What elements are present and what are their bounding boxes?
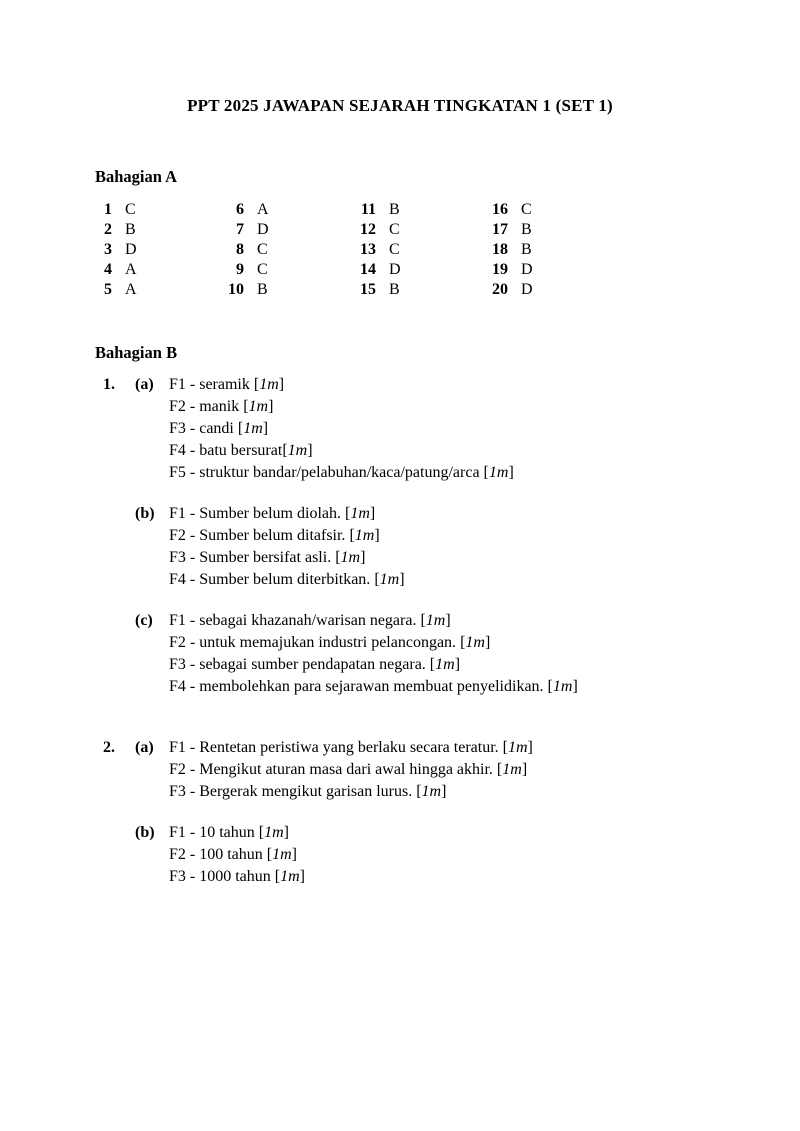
answer-row [214,240,346,260]
mark-value: 1m [488,464,509,481]
mark-value: 1m [259,376,279,393]
question [95,374,750,698]
answer-line: F1 - 10 tahun [1m] [169,824,289,841]
question-part [135,610,750,698]
mark-value: 1m [425,612,446,629]
answer-line: F4 - batu bersurat[1m] [169,442,313,459]
answer-row [82,200,214,220]
answer-letter: C [521,201,532,218]
question [95,737,750,888]
answer-letter: A [125,261,137,278]
question-part [135,822,750,888]
answer-line: F1 - sebagai khazanah/warisan negara. [1m] [169,612,451,629]
answer-line: F1 - Sumber belum diolah. [1m] [169,505,376,522]
page-content [0,116,800,888]
answer-row [346,240,478,260]
section-b-questions [95,362,750,888]
answer-row [346,260,478,280]
answer-letter: C [125,201,136,218]
answer-letter: C [257,261,268,278]
mark-value: 1m [264,824,284,841]
answer-line: F2 - manik [1m] [169,398,274,415]
question-number: 10 [228,281,244,298]
mark-value: 1m [435,656,455,673]
part-label: (b) [135,505,155,522]
answer-line: F5 - struktur bandar/pelabuhan/kaca/patung/arca [1m] [169,464,514,481]
answer-line: F4 - membolehkan para sejarawan membuat penyelidikan. [1m] [169,678,578,695]
answer-line: F3 - Bergerak mengikut garisan lurus. [1m] [169,783,447,800]
mark-value: 1m [507,739,528,756]
answer-row [82,260,214,280]
question-number: 1. [103,376,115,393]
part-label: (c) [135,612,153,629]
mark-value: 1m [248,398,269,415]
answer-letter: C [389,241,400,258]
answer-letter: D [257,221,269,238]
answer-letter: D [125,241,137,258]
question-number: 1 [104,201,112,218]
question-number: 19 [492,261,508,278]
mark-value: 1m [350,505,370,522]
answer-row [346,280,478,300]
question-number: 15 [360,281,376,298]
mark-value: 1m [465,634,485,651]
question-number: 4 [104,261,112,278]
question-parts [135,737,750,888]
question-number: 3 [104,241,112,258]
question-number: 13 [360,241,376,258]
answer-letter: D [389,261,401,278]
answer-row [214,200,346,220]
part-label: (a) [135,739,154,756]
answer-row [82,280,214,300]
question-number: 11 [360,201,376,218]
mark-value: 1m [502,761,522,778]
answer-row [478,260,610,280]
mark-value: 1m [243,420,263,437]
question-number: 17 [492,221,508,238]
answer-letter: B [521,221,532,238]
answer-row [82,240,214,260]
answer-row [478,200,610,220]
question-number: 9 [236,261,244,278]
answer-row [346,220,478,240]
answer-line: F3 - Sumber bersifat asli. [1m] [169,549,366,566]
answer-row [214,260,346,280]
answer-lines [169,737,750,803]
answer-line: F3 - candi [1m] [169,420,269,437]
question-part [135,503,750,591]
title-wrap [0,0,800,116]
section-a-heading: Bahagian A [95,167,178,186]
answer-column [214,200,346,300]
answer-letter: D [521,261,533,278]
mark-value: 1m [552,678,573,695]
question-part [135,737,750,803]
answer-line: F4 - Sumber belum diterbitkan. [1m] [169,571,405,588]
answer-letter: A [257,201,269,218]
part-label: (b) [135,824,155,841]
answer-letter: B [389,201,400,218]
mark-value: 1m [287,442,308,459]
question-number: 5 [104,281,112,298]
mark-value: 1m [340,549,361,566]
answer-letter: A [125,281,137,298]
question-number: 16 [492,201,508,218]
question-number: 18 [492,241,508,258]
question-number: 7 [236,221,244,238]
answer-line: F1 - Rentetan peristiwa yang berlaku secara teratur. [1m] [169,739,533,756]
answer-row [478,220,610,240]
question-number: 2. [103,739,115,756]
mark-value: 1m [280,868,300,885]
question-number: 14 [360,261,376,278]
answer-letter: D [521,281,533,298]
question-number: 8 [236,241,244,258]
answer-letter: B [257,281,268,298]
answer-letter: C [389,221,400,238]
answer-row [82,220,214,240]
answer-column [478,200,610,300]
mark-value: 1m [379,571,400,588]
answer-letter: B [521,241,532,258]
question-number: 12 [360,221,376,238]
question-parts [135,374,750,698]
answer-letter: B [125,221,136,238]
answer-lines [169,503,750,591]
answer-line: F2 - 100 tahun [1m] [169,846,297,863]
question-number: 2 [104,221,112,238]
answer-line: F2 - Mengikut aturan masa dari awal hingga akhir. [1m] [169,761,528,778]
answer-line: F3 - sebagai sumber pendapatan negara. [1m] [169,656,461,673]
answer-line: F2 - Sumber belum ditafsir. [1m] [169,527,380,544]
part-label: (a) [135,376,154,393]
answer-line: F3 - 1000 tahun [1m] [169,868,305,885]
mark-value: 1m [421,783,442,800]
answer-lines [169,374,750,484]
answer-lines [169,610,750,698]
question-part [135,374,750,484]
answer-row [346,200,478,220]
answer-letter: C [257,241,268,258]
question-number: 6 [236,201,244,218]
answer-column [346,200,478,300]
section-a-grid [82,186,750,300]
answer-letter: B [389,281,400,298]
section-b-heading: Bahagian B [95,343,178,362]
answer-column [82,200,214,300]
answer-line: F2 - untuk memajukan industri pelancongan. [1m] [169,634,491,651]
mark-value: 1m [272,846,292,863]
answer-row [214,280,346,300]
answer-row [478,280,610,300]
question-number: 20 [492,281,508,298]
mark-value: 1m [354,527,375,544]
page-title: PPT 2025 JAWAPAN SEJARAH TINGKATAN 1 (SET 1) [187,96,613,115]
answer-line: F1 - seramik [1m] [169,376,285,393]
answer-lines [169,822,750,888]
answer-row [214,220,346,240]
answer-row [478,240,610,260]
